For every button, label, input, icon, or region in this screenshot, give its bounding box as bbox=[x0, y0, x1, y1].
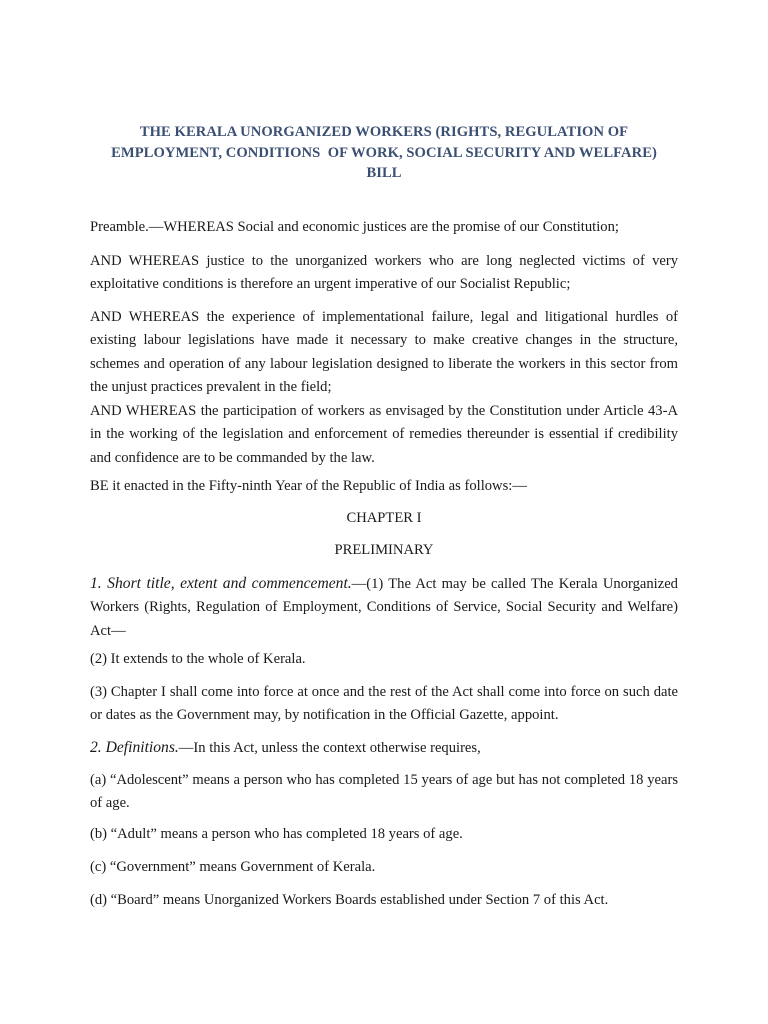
bill-title-line-1: THE KERALA UNORGANIZED WORKERS (RIGHTS, REGULATION OF bbox=[139, 124, 629, 140]
section-1-subsection-2: (2) It extends to the whole of Kerala. bbox=[90, 651, 306, 667]
chapter-number: CHAPTER I bbox=[346, 510, 422, 526]
section-1-text: —(1) The Act may be called The Kerala Unorganized Workers (Rights, Regulation of Employment, Conditions of Service, Social Security and Welfare) Act— bbox=[90, 576, 678, 639]
whereas-paragraph-1: AND WHEREAS justice to the unorganized workers who are long neglected victims of very exploitative conditions is therefore an urgent imperative of our Socialist Republic; bbox=[90, 253, 678, 293]
section-1-heading: 1. Short title, extent and commencement. bbox=[90, 575, 352, 592]
bill-title bbox=[90, 122, 678, 184]
definition-d: (d) “Board” means Unorganized Workers Boards established under Section 7 of this Act. bbox=[90, 892, 609, 908]
whereas-paragraph-3: AND WHEREAS the participation of workers as envisaged by the Constitution under Article 43-A in the working of the legislation and enforcement of remedies thereunder is essential if credibility and confidence are to be commanded by the law. bbox=[90, 403, 678, 466]
section-2-heading: 2. Definitions. bbox=[90, 739, 179, 756]
enactment-clause: BE it enacted in the Fifty-ninth Year of the Republic of India as follows:— bbox=[90, 478, 527, 494]
definition-b: (b) “Adult” means a person who has completed 18 years of age. bbox=[90, 826, 463, 842]
bill-title-line-2: EMPLOYMENT, CONDITIONS OF WORK, SOCIAL SECURITY AND WELFARE) bbox=[111, 144, 657, 161]
chapter-name: PRELIMINARY bbox=[334, 542, 434, 558]
whereas-paragraph-2: AND WHEREAS the experience of implementational failure, legal and litigational hurdles of existing labour legislations have made it necessary to make creative changes in the structure, schemes and operation of any labour legislation designed to liberate the workers in this sector from the unjust practices prevalent in the field; bbox=[90, 309, 678, 396]
section-1-subsection-3: (3) Chapter I shall come into force at once and the rest of the Act shall come into force on such date or dates as the Government may, by notification in the Official Gazette, appoint. bbox=[90, 684, 678, 724]
definition-c: (c) “Government” means Government of Kerala. bbox=[90, 859, 376, 875]
section-2-text: —In this Act, unless the context otherwise requires, bbox=[178, 740, 481, 756]
definition-a: (a) “Adolescent” means a person who has completed 15 years of age but has not completed 18 years of age. bbox=[90, 772, 678, 812]
bill-title-line-3: BILL bbox=[366, 165, 402, 181]
section-2-paragraph bbox=[90, 736, 678, 760]
section-1-paragraph bbox=[90, 572, 678, 643]
preamble-paragraph: Preamble.—WHEREAS Social and economic justices are the promise of our Constitution; bbox=[90, 219, 619, 235]
